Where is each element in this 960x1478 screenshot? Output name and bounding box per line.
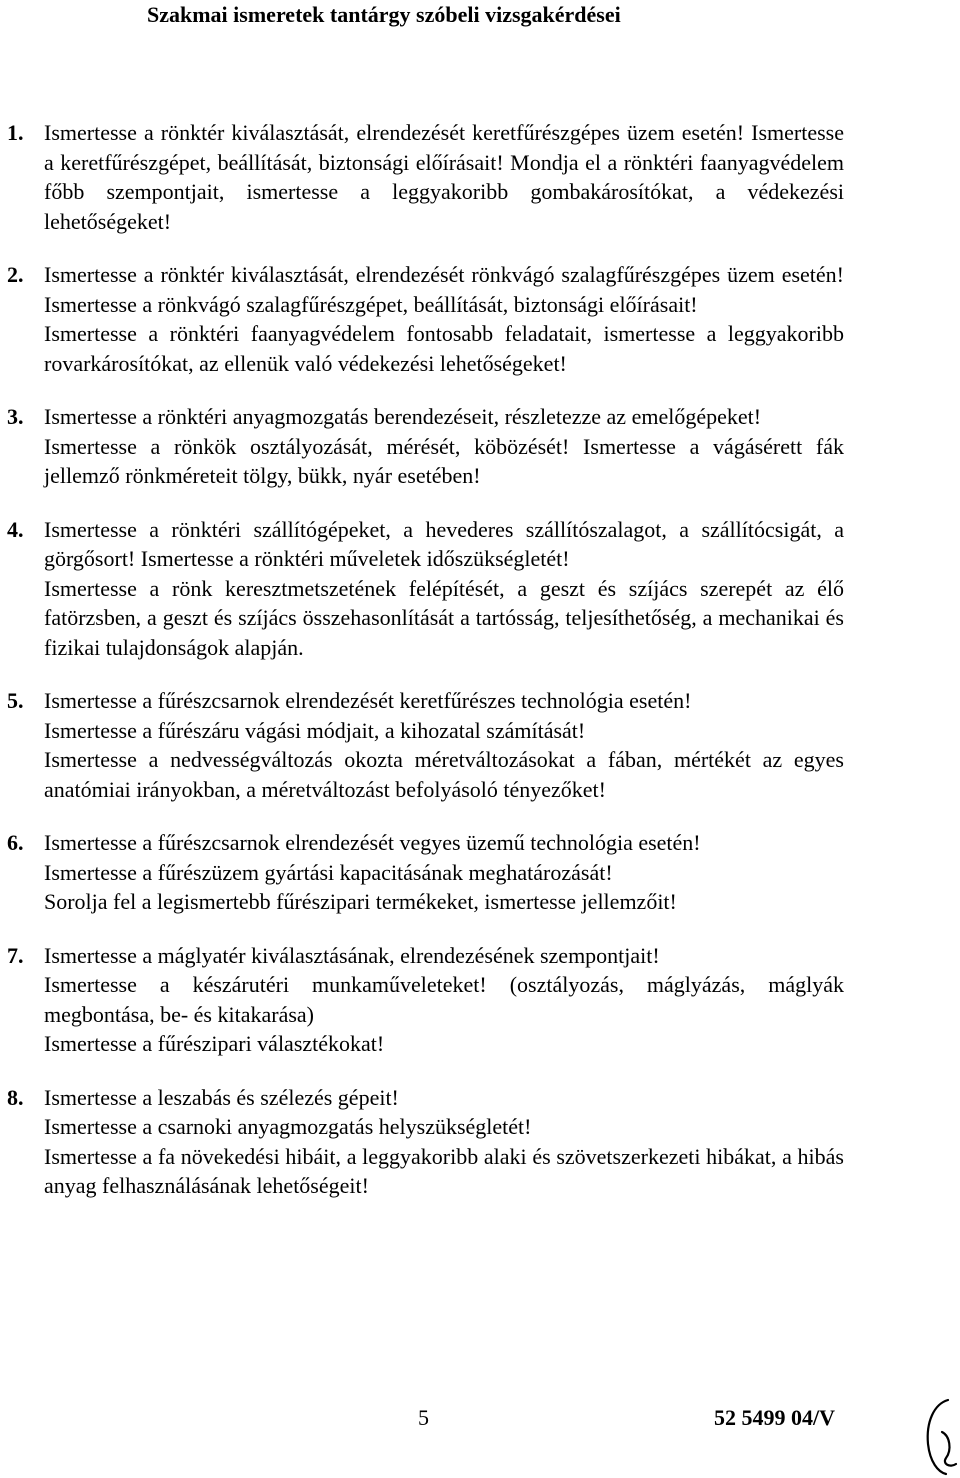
question-4 — [0, 515, 960, 663]
question-number: 5. — [7, 688, 24, 713]
question-paragraph: Ismertesse a fűrészcsarnok elrendezését vegyes üzemű technológia esetén! — [44, 830, 701, 855]
page-number: 5 — [418, 1405, 429, 1430]
question-paragraph: Ismertesse a készárutéri munkaműveleteket! (osztályozás, máglyázás, máglyák megbontása, be- és kitakarása) — [44, 972, 844, 1027]
question-number: 2. — [7, 262, 24, 287]
question-number: 8. — [7, 1084, 24, 1110]
question-paragraph: Ismertesse a rönktéri anyagmozgatás berendezéseit, részletezze az emelőgépeket! — [44, 404, 762, 429]
question-body — [44, 515, 844, 663]
question-6 — [0, 828, 960, 917]
question-number: 3. — [7, 404, 24, 429]
question-paragraph: Ismertesse a rönktér kiválasztását, elrendezését keretfűrészgépes üzem esetén! Ismertesse a keretfűrészgépet, beállítását, biztonsági előírásait! Mondja el a rönktéri faanyagvédelem főbb szempontjait, ismertesse a leggyakoribb gombakárosítókat, a védekezési lehetőségeket! — [44, 120, 844, 234]
question-paragraph: Ismertesse a rönktéri faanyagvédelem fontosabb feladatait, ismertesse a leggyakoribb rovarkárosítókat, az ellenük való védekezési lehetőségeket! — [44, 321, 844, 376]
question-paragraph: Ismertesse a máglyatér kiválasztásának, elrendezésének szempontjait! — [44, 942, 660, 968]
document-code: 52 5499 04/V — [714, 1405, 835, 1430]
question-list — [0, 118, 960, 1225]
question-body — [44, 828, 844, 917]
question-paragraph: Sorolja fel a legismertebb fűrészipari termékeket, ismertesse jellemzőit! — [44, 889, 677, 914]
question-body — [44, 686, 844, 804]
handwritten-signature — [920, 1392, 960, 1478]
question-paragraph: Ismertesse a rönkök osztályozását, mérését, köbözését! Ismertesse a vágásérett fák jellemző rönkméreteit tölgy, bükk, nyár esetében! — [44, 433, 844, 488]
page-title: Szakmai ismeretek tantárgy szóbeli vizsgakérdései — [147, 2, 621, 27]
question-2 — [0, 260, 960, 378]
question-1 — [0, 118, 960, 236]
question-3 — [0, 402, 960, 491]
question-5 — [0, 686, 960, 804]
question-paragraph: Ismertesse a rönktéri szállítógépeket, a hevederes szállítószalagot, a szállítócsigát, a görgősort! Ismertesse a rönktéri műveletek időszükségletét! — [44, 516, 844, 571]
question-paragraph: Ismertesse a fa növekedési hibáit, a leggyakoribb alaki és szövetszerkezeti hibákat, a hibás anyag felhasználásának lehetőségeit! — [44, 1143, 844, 1198]
question-body — [44, 118, 844, 236]
question-paragraph: Ismertesse a rönk keresztmetszetének felépítését, a geszt és szíjács szerepét az élő fatörzsben, a geszt és szíjács összehasonlítását a tartósság, teljesíthetőség, a mechanikai és fizikai tulajdonságok alapján. — [44, 575, 844, 660]
question-body — [44, 941, 844, 1059]
question-7 — [0, 941, 960, 1059]
question-paragraph: Ismertesse a fűrészipari választékokat! — [44, 1031, 385, 1056]
question-paragraph: Ismertesse a fűrészcsarnok elrendezését keretfűrészes technológia esetén! — [44, 688, 692, 713]
question-number: 7. — [7, 942, 24, 968]
question-body — [44, 1083, 844, 1201]
question-paragraph: Ismertesse a fűrészáru vágási módjait, a kihozatal számítását! — [44, 717, 586, 743]
question-number: 4. — [7, 516, 24, 542]
question-body — [44, 402, 844, 491]
question-8 — [0, 1083, 960, 1201]
question-number: 1. — [7, 120, 24, 145]
question-paragraph: Ismertesse a nedvességváltozás okozta méretváltozásokat a fában, mértékét az egyes anatómiai irányokban, a méretváltozást befolyásoló tényezőket! — [44, 747, 844, 802]
question-paragraph: Ismertesse a leszabás és szélezés gépeit! — [44, 1084, 399, 1110]
question-paragraph: Ismertesse a csarnoki anyagmozgatás helyszükségletét! — [44, 1114, 532, 1139]
question-paragraph: Ismertesse a fűrészüzem gyártási kapacitásának meghatározását! — [44, 859, 613, 885]
question-body — [44, 260, 844, 378]
question-number: 6. — [7, 830, 24, 855]
question-paragraph: Ismertesse a rönktér kiválasztását, elrendezését rönkvágó szalagfűrészgépes üzem esetén! Ismertesse a rönkvágó szalagfűrészgépet, beállítását, biztonsági előírásait! — [44, 262, 844, 317]
